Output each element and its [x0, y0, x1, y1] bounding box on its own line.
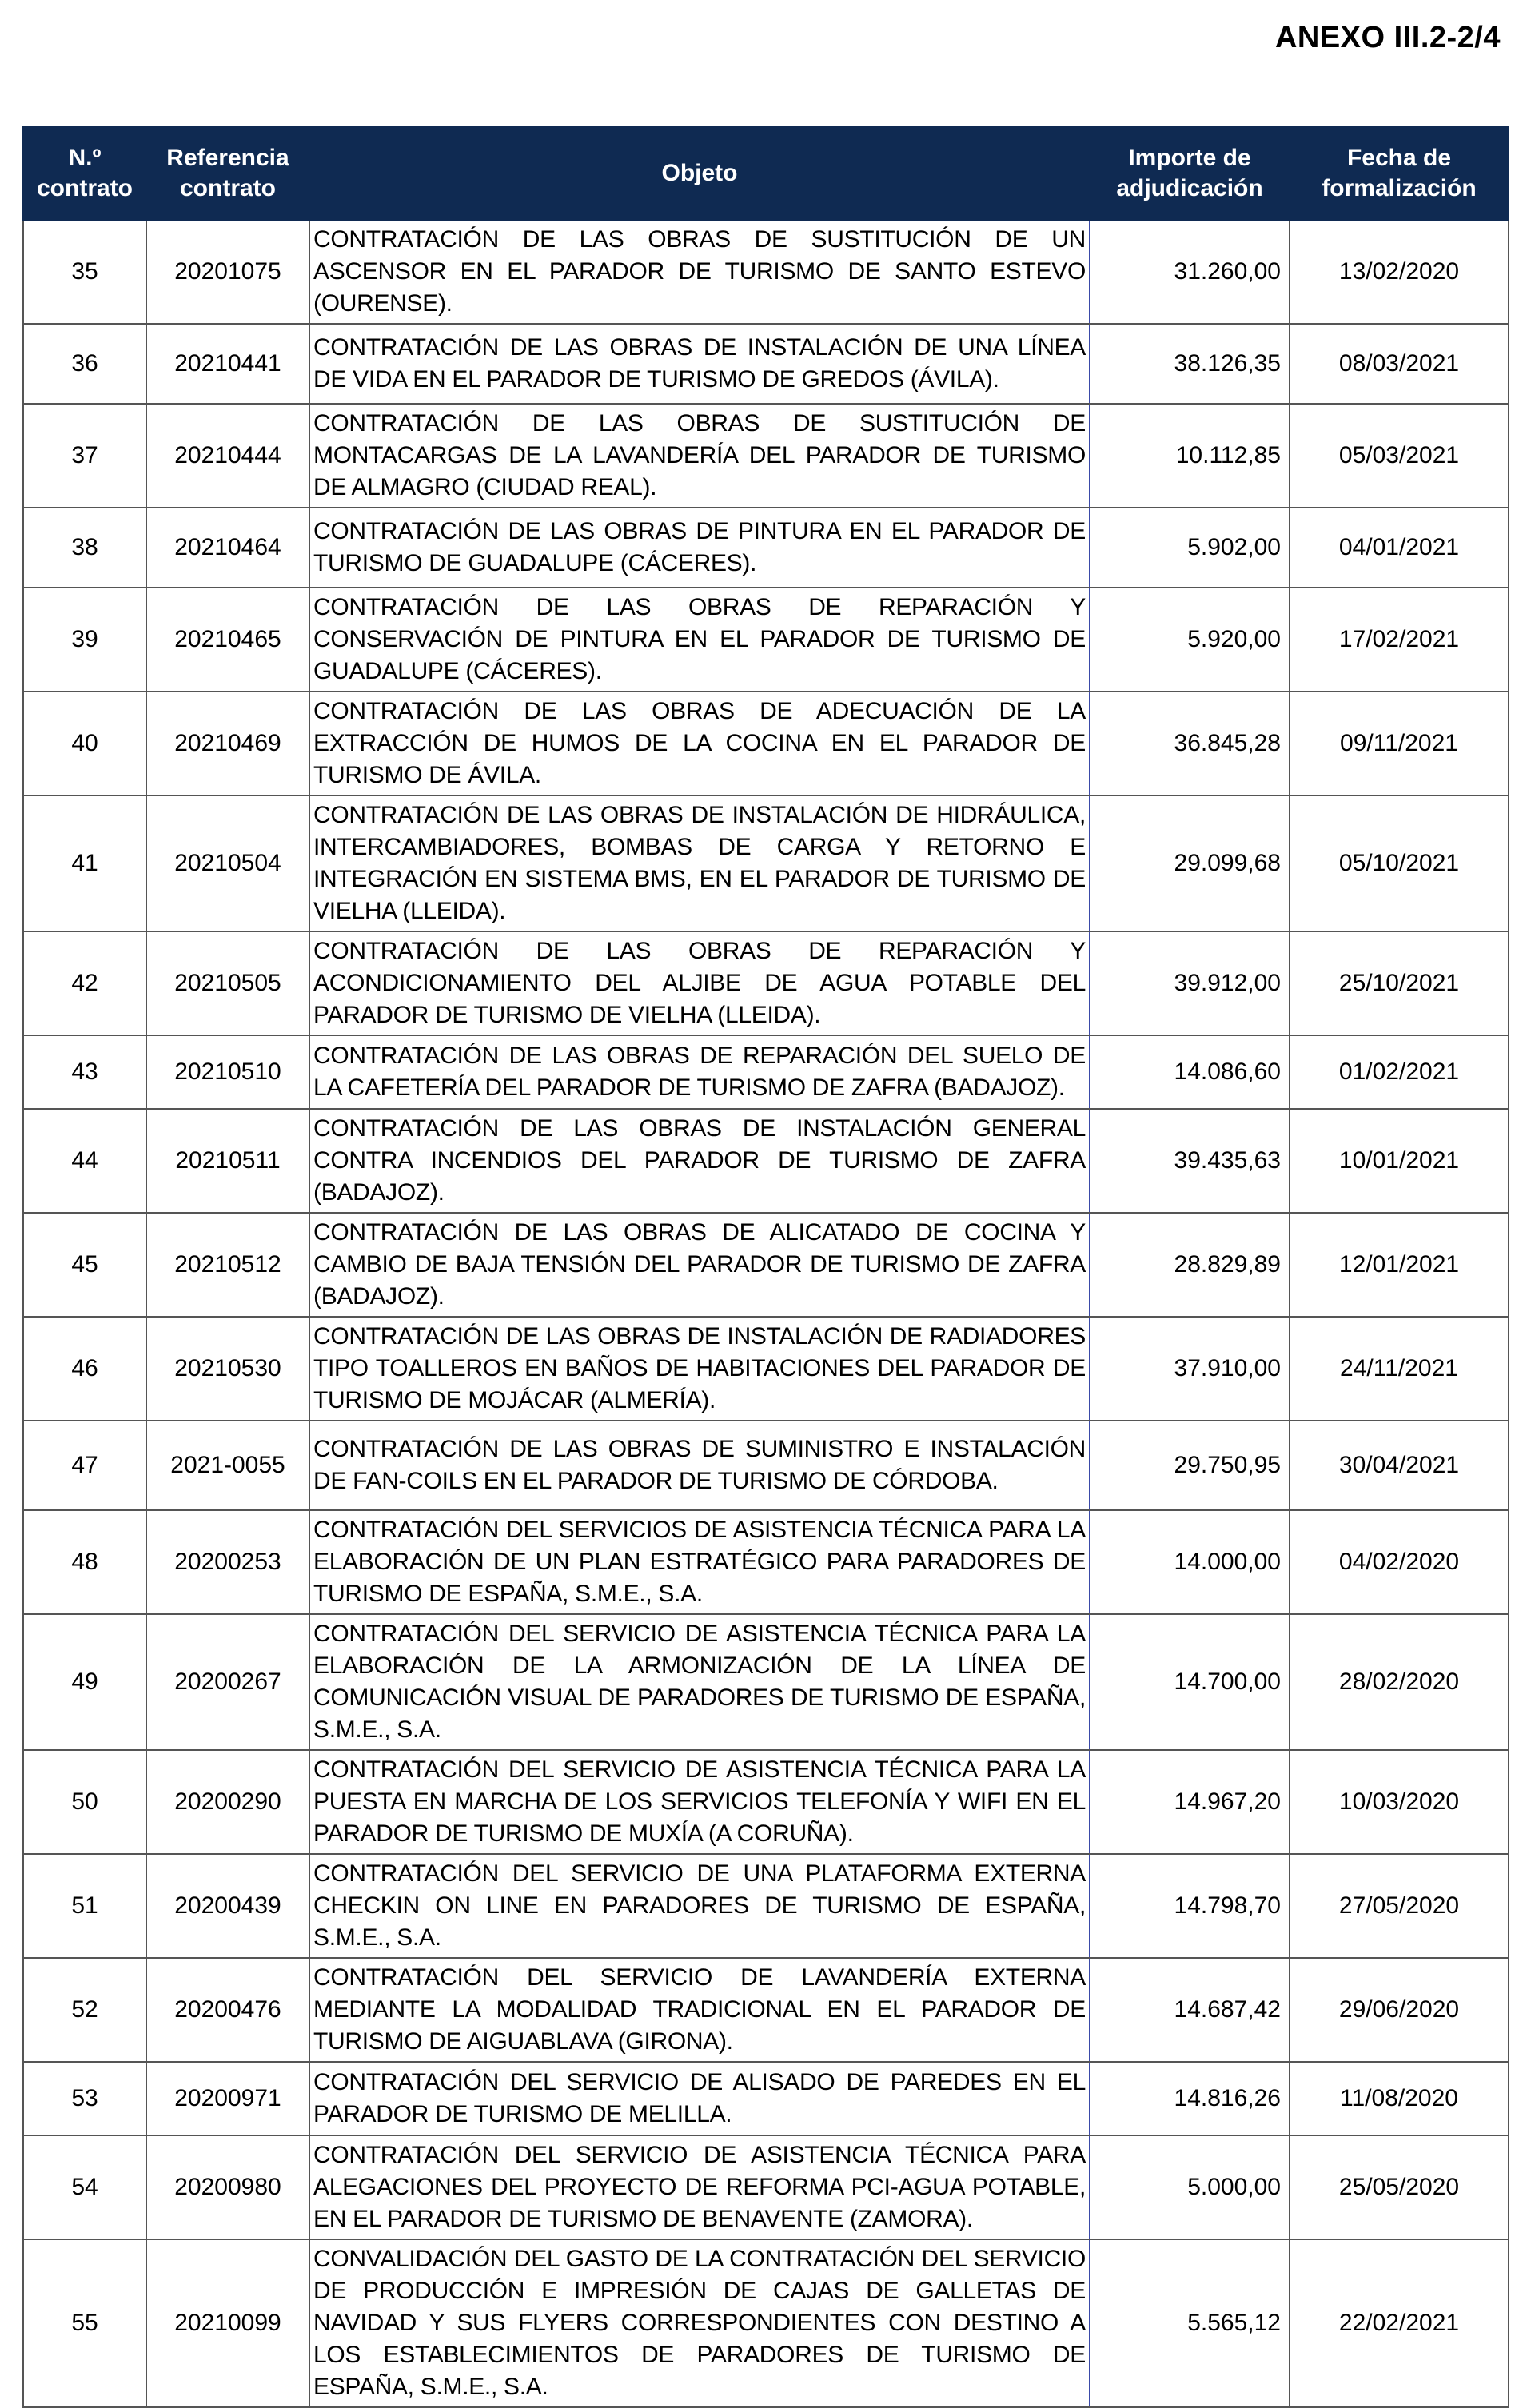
contract-reference: 20210510: [146, 1035, 309, 1109]
contracts-table: [22, 126, 1509, 2408]
table-row: [23, 1614, 1509, 1750]
contract-object: CONTRATACIÓN DE LAS OBRAS DE REPARACIÓN Y CONSERVACIÓN DE PINTURA EN EL PARADOR DE TURISMO DE GUADALUPE (CÁCERES).: [309, 588, 1090, 692]
formalization-date: 04/01/2021: [1290, 508, 1509, 588]
formalization-date: 01/02/2021: [1290, 1035, 1509, 1109]
contract-reference: 20210099: [146, 2239, 309, 2407]
table-row: [23, 1109, 1509, 1213]
contract-number: 35: [23, 220, 146, 324]
header-date: Fecha de formalización: [1290, 127, 1509, 220]
contract-reference: 20210469: [146, 692, 309, 795]
table-row: [23, 1510, 1509, 1614]
award-amount: 5.565,12: [1090, 2239, 1290, 2407]
contract-number: 37: [23, 404, 146, 508]
table-row: [23, 1750, 1509, 1854]
contract-object: CONTRATACIÓN DE LAS OBRAS DE ADECUACIÓN DE LA EXTRACCIÓN DE HUMOS DE LA COCINA EN EL PARADOR DE TURISMO DE ÁVILA.: [309, 692, 1090, 795]
contract-object: CONTRATACIÓN DE LAS OBRAS DE INSTALACIÓN DE RADIADORES TIPO TOALLEROS EN BAÑOS DE HABITACIONES DEL PARADOR DE TURISMO DE MOJÁCAR (ALMERÍA).: [309, 1317, 1090, 1421]
contract-number: 41: [23, 795, 146, 931]
formalization-date: 05/10/2021: [1290, 795, 1509, 931]
formalization-date: 10/03/2020: [1290, 1750, 1509, 1854]
contract-number: 39: [23, 588, 146, 692]
formalization-date: 04/02/2020: [1290, 1510, 1509, 1614]
contract-object: CONTRATACIÓN DE LAS OBRAS DE REPARACIÓN Y ACONDICIONAMIENTO DEL ALJIBE DE AGUA POTABLE DEL PARADOR DE TURISMO DE VIELHA (LLEIDA).: [309, 931, 1090, 1035]
formalization-date: 05/03/2021: [1290, 404, 1509, 508]
formalization-date: 29/06/2020: [1290, 1958, 1509, 2062]
award-amount: 14.700,00: [1090, 1614, 1290, 1750]
table-row: [23, 1958, 1509, 2062]
contract-reference: 2021-0055: [146, 1421, 309, 1510]
award-amount: 14.798,70: [1090, 1854, 1290, 1958]
table-row: [23, 1854, 1509, 1958]
contract-number: 47: [23, 1421, 146, 1510]
formalization-date: 12/01/2021: [1290, 1213, 1509, 1317]
contract-object: CONTRATACIÓN DEL SERVICIO DE ASISTENCIA TÉCNICA PARA ALEGACIONES DEL PROYECTO DE REFORMA PCI-AGUA POTABLE, EN EL PARADOR DE TURISMO DE BENAVENTE (ZAMORA).: [309, 2135, 1090, 2239]
award-amount: 5.920,00: [1090, 588, 1290, 692]
contract-reference: 20200971: [146, 2062, 309, 2135]
award-amount: 14.086,60: [1090, 1035, 1290, 1109]
header-ref: Referencia contrato: [146, 127, 309, 220]
contract-number: 51: [23, 1854, 146, 1958]
contract-object: CONVALIDACIÓN DEL GASTO DE LA CONTRATACIÓN DEL SERVICIO DE PRODUCCIÓN E IMPRESIÓN DE CAJAS DE GALLETAS DE NAVIDAD Y SUS FLYERS CORRESPONDIENTES CON DESTINO A LOS ESTABLECIMIENTOS DE PARADORES DE TURISMO DE ESPAÑA, S.M.E., S.A.: [309, 2239, 1090, 2407]
header-num: N.º contrato: [23, 127, 146, 220]
contract-reference: 20200267: [146, 1614, 309, 1750]
contract-object: CONTRATACIÓN DE LAS OBRAS DE SUSTITUCIÓN DE MONTACARGAS DE LA LAVANDERÍA DEL PARADOR DE TURISMO DE ALMAGRO (CIUDAD REAL).: [309, 404, 1090, 508]
contract-object: CONTRATACIÓN DEL SERVICIO DE ASISTENCIA TÉCNICA PARA LA ELABORACIÓN DE LA ARMONIZACIÓN DE LA LÍNEA DE COMUNICACIÓN VISUAL DE PARADORES DE TURISMO DE ESPAÑA, S.M.E., S.A.: [309, 1614, 1090, 1750]
contract-reference: 20201075: [146, 220, 309, 324]
contract-object: CONTRATACIÓN DE LAS OBRAS DE SUMINISTRO E INSTALACIÓN DE FAN-COILS EN EL PARADOR DE TURISMO DE CÓRDOBA.: [309, 1421, 1090, 1510]
contract-reference: 20200980: [146, 2135, 309, 2239]
table-row: [23, 795, 1509, 931]
formalization-date: 22/02/2021: [1290, 2239, 1509, 2407]
contract-number: 43: [23, 1035, 146, 1109]
formalization-date: 30/04/2021: [1290, 1421, 1509, 1510]
contract-object: CONTRATACIÓN DE LAS OBRAS DE INSTALACIÓN DE UNA LÍNEA DE VIDA EN EL PARADOR DE TURISMO DE GREDOS (ÁVILA).: [309, 324, 1090, 404]
contract-reference: 20210444: [146, 404, 309, 508]
formalization-date: 25/05/2020: [1290, 2135, 1509, 2239]
contract-number: 54: [23, 2135, 146, 2239]
award-amount: 14.816,26: [1090, 2062, 1290, 2135]
formalization-date: 09/11/2021: [1290, 692, 1509, 795]
contract-number: 52: [23, 1958, 146, 2062]
formalization-date: 10/01/2021: [1290, 1109, 1509, 1213]
contract-reference: 20210505: [146, 931, 309, 1035]
award-amount: 14.967,20: [1090, 1750, 1290, 1854]
contract-reference: 20210464: [146, 508, 309, 588]
contract-number: 50: [23, 1750, 146, 1854]
table-row: [23, 1035, 1509, 1109]
header-amount: Importe de adjudicación: [1090, 127, 1290, 220]
award-amount: 5.000,00: [1090, 2135, 1290, 2239]
table-row: [23, 1213, 1509, 1317]
table-row: [23, 2239, 1509, 2407]
award-amount: 31.260,00: [1090, 220, 1290, 324]
contract-reference: 20210511: [146, 1109, 309, 1213]
contract-object: CONTRATACIÓN DE LAS OBRAS DE REPARACIÓN DEL SUELO DE LA CAFETERÍA DEL PARADOR DE TURISMO DE ZAFRA (BADAJOZ).: [309, 1035, 1090, 1109]
table-row: [23, 2062, 1509, 2135]
contract-reference: 20200290: [146, 1750, 309, 1854]
table-row: [23, 324, 1509, 404]
contract-object: CONTRATACIÓN DE LAS OBRAS DE ALICATADO DE COCINA Y CAMBIO DE BAJA TENSIÓN DEL PARADOR DE TURISMO DE ZAFRA (BADAJOZ).: [309, 1213, 1090, 1317]
award-amount: 10.112,85: [1090, 404, 1290, 508]
contract-object: CONTRATACIÓN DE LAS OBRAS DE INSTALACIÓN GENERAL CONTRA INCENDIOS DEL PARADOR DE TURISMO DE ZAFRA (BADAJOZ).: [309, 1109, 1090, 1213]
award-amount: 29.750,95: [1090, 1421, 1290, 1510]
award-amount: 14.687,42: [1090, 1958, 1290, 2062]
contract-object: CONTRATACIÓN DE LAS OBRAS DE INSTALACIÓN DE HIDRÁULICA, INTERCAMBIADORES, BOMBAS DE CARGA Y RETORNO E INTEGRACIÓN EN SISTEMA BMS, EN EL PARADOR DE TURISMO DE VIELHA (LLEIDA).: [309, 795, 1090, 931]
table-row: [23, 1317, 1509, 1421]
contract-number: 40: [23, 692, 146, 795]
contract-object: CONTRATACIÓN DEL SERVICIO DE ASISTENCIA TÉCNICA PARA LA PUESTA EN MARCHA DE LOS SERVICIOS TELEFONÍA Y WIFI EN EL PARADOR DE TURISMO DE MUXÍA (A CORUÑA).: [309, 1750, 1090, 1854]
contract-number: 44: [23, 1109, 146, 1213]
formalization-date: 28/02/2020: [1290, 1614, 1509, 1750]
contract-number: 53: [23, 2062, 146, 2135]
award-amount: 28.829,89: [1090, 1213, 1290, 1317]
formalization-date: 13/02/2020: [1290, 220, 1509, 324]
contract-number: 42: [23, 931, 146, 1035]
table-header-row: [23, 127, 1509, 220]
header-object: Objeto: [309, 127, 1090, 220]
contract-reference: 20200476: [146, 1958, 309, 2062]
contract-reference: 20210504: [146, 795, 309, 931]
contract-number: 55: [23, 2239, 146, 2407]
award-amount: 5.902,00: [1090, 508, 1290, 588]
award-amount: 38.126,35: [1090, 324, 1290, 404]
formalization-date: 25/10/2021: [1290, 931, 1509, 1035]
award-amount: 36.845,28: [1090, 692, 1290, 795]
award-amount: 39.435,63: [1090, 1109, 1290, 1213]
contract-number: 49: [23, 1614, 146, 1750]
contract-reference: 20210512: [146, 1213, 309, 1317]
contract-number: 38: [23, 508, 146, 588]
award-amount: 37.910,00: [1090, 1317, 1290, 1421]
contract-object: CONTRATACIÓN DEL SERVICIO DE UNA PLATAFORMA EXTERNA CHECKIN ON LINE EN PARADORES DE TURISMO DE ESPAÑA, S.M.E., S.A.: [309, 1854, 1090, 1958]
annex-title: ANEXO III.2-2/4: [1274, 21, 1501, 54]
formalization-date: 24/11/2021: [1290, 1317, 1509, 1421]
table-body: [23, 220, 1509, 2407]
table-row: [23, 220, 1509, 324]
award-amount: 39.912,00: [1090, 931, 1290, 1035]
contract-reference: 20210441: [146, 324, 309, 404]
contract-number: 46: [23, 1317, 146, 1421]
formalization-date: 27/05/2020: [1290, 1854, 1509, 1958]
contract-reference: 20200253: [146, 1510, 309, 1614]
contract-object: CONTRATACIÓN DE LAS OBRAS DE SUSTITUCIÓN DE UN ASCENSOR EN EL PARADOR DE TURISMO DE SANTO ESTEVO (OURENSE).: [309, 220, 1090, 324]
formalization-date: 17/02/2021: [1290, 588, 1509, 692]
formalization-date: 08/03/2021: [1290, 324, 1509, 404]
contract-object: CONTRATACIÓN DEL SERVICIO DE ALISADO DE PAREDES EN EL PARADOR DE TURISMO DE MELILLA.: [309, 2062, 1090, 2135]
contract-object: CONTRATACIÓN DE LAS OBRAS DE PINTURA EN EL PARADOR DE TURISMO DE GUADALUPE (CÁCERES).: [309, 508, 1090, 588]
contract-number: 48: [23, 1510, 146, 1614]
table-row: [23, 692, 1509, 795]
contract-number: 45: [23, 1213, 146, 1317]
contract-object: CONTRATACIÓN DEL SERVICIOS DE ASISTENCIA TÉCNICA PARA LA ELABORACIÓN DE UN PLAN ESTRATÉGICO PARA PARADORES DE TURISMO DE ESPAÑA, S.M.E., S.A.: [309, 1510, 1090, 1614]
table-row: [23, 588, 1509, 692]
award-amount: 29.099,68: [1090, 795, 1290, 931]
contract-reference: 20200439: [146, 1854, 309, 1958]
table-row: [23, 404, 1509, 508]
contract-number: 36: [23, 324, 146, 404]
award-amount: 14.000,00: [1090, 1510, 1290, 1614]
table-row: [23, 1421, 1509, 1510]
table-row: [23, 931, 1509, 1035]
table-row: [23, 508, 1509, 588]
formalization-date: 11/08/2020: [1290, 2062, 1509, 2135]
contract-object: CONTRATACIÓN DEL SERVICIO DE LAVANDERÍA EXTERNA MEDIANTE LA MODALIDAD TRADICIONAL EN EL PARADOR DE TURISMO DE AIGUABLAVA (GIRONA).: [309, 1958, 1090, 2062]
contract-reference: 20210465: [146, 588, 309, 692]
contract-reference: 20210530: [146, 1317, 309, 1421]
table-row: [23, 2135, 1509, 2239]
